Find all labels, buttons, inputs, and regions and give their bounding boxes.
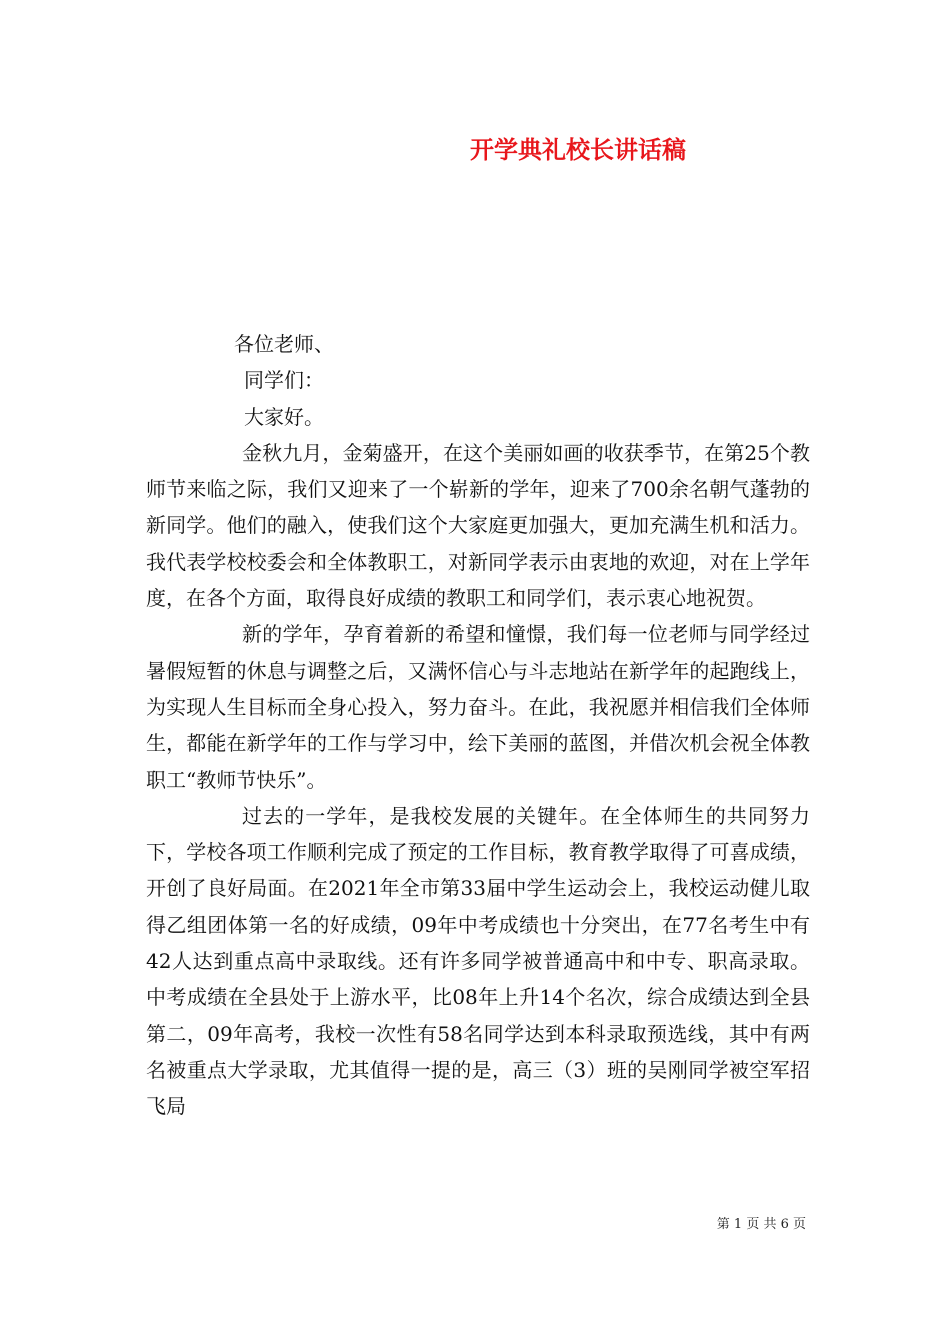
salutation-students: 同学们： xyxy=(244,368,324,393)
document-title: 开学典礼校长讲话稿 xyxy=(470,135,686,164)
paragraph-welcome: 金秋九月，金菊盛开，在这个美丽如画的收获季节，在第25个教师节来临之际，我们又迎来了一个崭新的学年，迎来了700余名朝气蓬勃的新同学。他们的融入，使我们这个大家庭更加强大，更加充满生机和活力。我代表学校校委会和全体教职工，对新同学表示由衷地的欢迎，对在上学年度，在各个方面，取得良好成绩的教职工和同学们，表示衷心地祝贺。 xyxy=(146,440,810,611)
paragraph-new-year: 新的学年，孕育着新的希望和憧憬，我们每一位老师与同学经过暑假短暂的休息与调整之后，又满怀信心与斗志地站在新学年的起跑线上，为实现人生目标而全身心投入，努力奋斗。在此，我祝愿并相信我们全体师生，都能在新学年的工作与学习中，绘下美丽的蓝图，并借次机会祝全体教职工“教师节快乐”。 xyxy=(146,622,810,792)
page-number-footer: 第 1 页 共 6 页 xyxy=(716,1217,806,1232)
salutation-teachers: 各位老师、 xyxy=(234,332,334,356)
document-body xyxy=(146,326,810,1125)
salutation-greeting: 大家好。 xyxy=(244,404,324,429)
paragraph-achievements: 过去的一学年，是我校发展的关键年。在全体师生的共同努力下，学校各项工作顺利完成了预定的工作目标，教育教学取得了可喜成绩，开创了良好局面。在2021年全市第33届中学生运动会上，我校运动健儿取得乙组团体第一名的好成绩，09年中考成绩也十分突出，在77名考生中有42人达到重点高中录取线。还有许多同学被普通高中和中专、职高录取。中考成绩在全县处于上游水平，比08年上升14个名次，综合成绩达到全县第二，09年高考，我校一次性有58名同学达到本科录取预选线，其中有两名被重点大学录取，尤其值得一提的是，高三（3）班的吴刚同学被空军招飞局 xyxy=(146,803,810,1119)
